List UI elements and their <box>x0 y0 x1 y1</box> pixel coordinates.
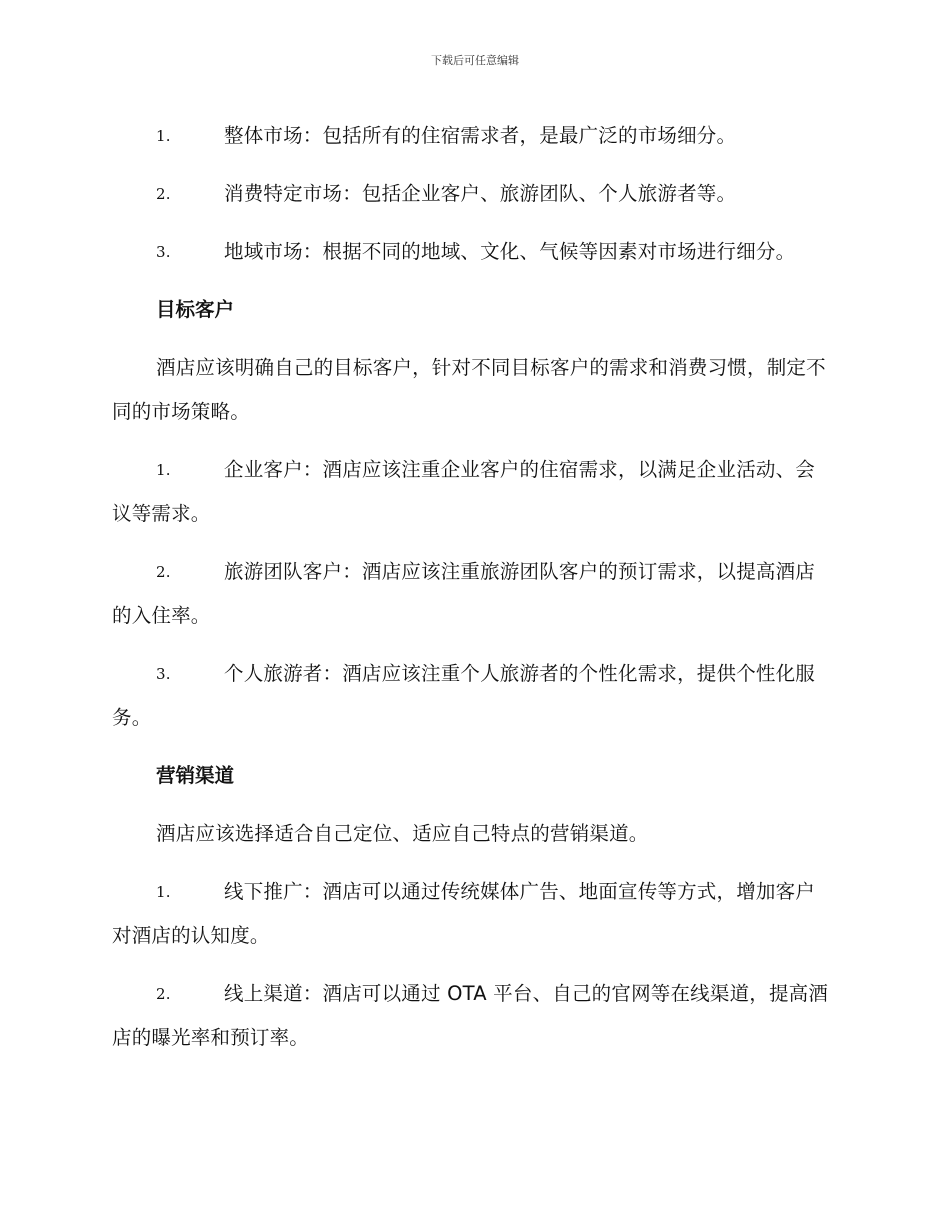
list-item <box>112 230 834 274</box>
list-number: 2. <box>156 563 171 581</box>
list-text: 地域市场：根据不同的地域、文化、气候等因素对市场进行细分。 <box>224 240 796 263</box>
list-text: 整体市场：包括所有的住宿需求者，是最广泛的市场细分。 <box>224 124 737 147</box>
list-number: 1. <box>156 127 171 145</box>
list-number: 3. <box>156 665 171 683</box>
list-number: 1. <box>156 883 171 901</box>
list-text: 个人旅游者：酒店应该注重个人旅游者的个性化需求，提供个性化服务。 <box>112 662 816 729</box>
list-text: 企业客户：酒店应该注重企业客户的住宿需求，以满足企业活动、会议等需求。 <box>112 458 816 525</box>
list-text: 线上渠道：酒店可以通过 OTA 平台、自己的官网等在线渠道，提高酒店的曝光率和预订率。 <box>112 982 829 1049</box>
list-number: 3. <box>156 243 171 261</box>
list-number: 2. <box>156 185 171 203</box>
paragraph-channels-intro: 酒店应该选择适合自己定位、适应自己特点的营销渠道。 <box>156 822 649 845</box>
section-heading-channels: 营销渠道 <box>156 764 235 787</box>
list-item <box>112 448 834 536</box>
list-item <box>112 652 834 740</box>
list-item <box>112 114 834 158</box>
paragraph-target-intro: 酒店应该明确自己的目标客户，针对不同目标客户的需求和消费习惯，制定不同的市场策略。 <box>112 356 826 423</box>
list-number: 1. <box>156 461 171 479</box>
list-text: 旅游团队客户：酒店应该注重旅游团队客户的预订需求，以提高酒店的入住率。 <box>112 560 816 627</box>
list-text: 线下推广：酒店可以通过传统媒体广告、地面宣传等方式，增加客户对酒店的认知度。 <box>112 880 816 947</box>
list-item <box>112 870 834 958</box>
section-heading-target: 目标客户 <box>156 298 235 321</box>
list-item <box>112 550 834 638</box>
list-item <box>112 172 834 216</box>
list-number: 2. <box>156 985 171 1003</box>
document-body <box>112 114 834 1074</box>
list-text: 消费特定市场：包括企业客户、旅游团队、个人旅游者等。 <box>224 182 737 205</box>
header-note: 下载后可任意编辑 <box>431 54 519 67</box>
list-item <box>112 972 834 1060</box>
